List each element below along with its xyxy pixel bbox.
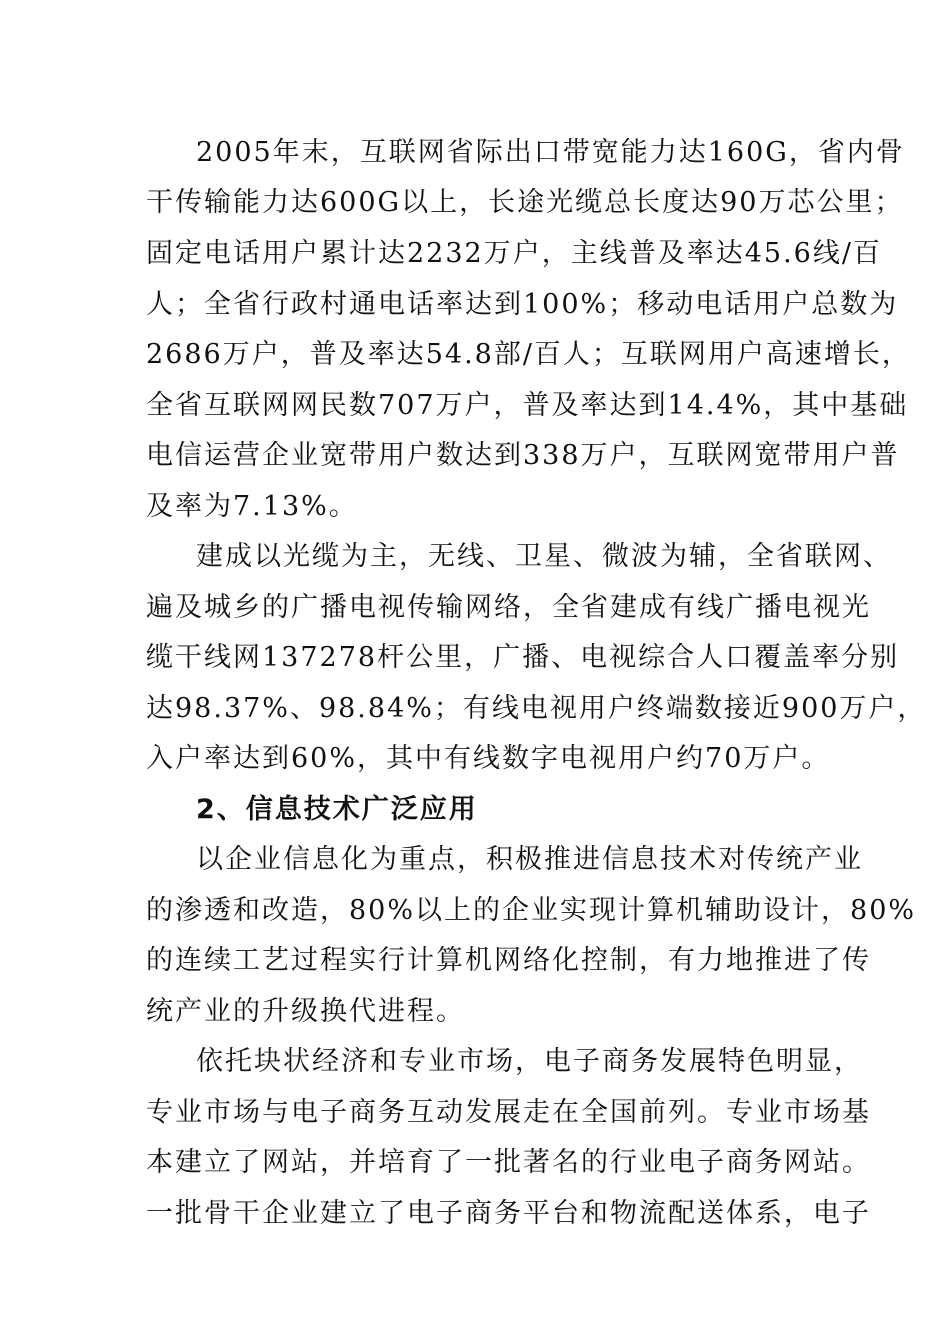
paragraph-3-line-3: 的连续工艺过程实行计算机网络化控制，有力地推进了传 bbox=[146, 945, 871, 976]
paragraph-2-line-4: 达98.37%、98.84%；有线电视用户终端数接近900万户， bbox=[146, 693, 927, 724]
paragraph-1-line-7: 电信运营企业宽带用户数达到338万户，互联网宽带用户普 bbox=[146, 440, 900, 471]
section-heading: 2、信息技术广泛应用 bbox=[196, 794, 478, 825]
paragraph-4-line-3: 本建立了网站，并培育了一批著名的行业电子商务网站。 bbox=[146, 1147, 871, 1178]
paragraph-4-line-2: 专业市场与电子商务互动发展走在全国前列。专业市场基 bbox=[146, 1097, 871, 1128]
paragraph-1-line-4: 人；全省行政村通电话率达到100%；移动电话用户总数为 bbox=[146, 289, 899, 320]
paragraph-3-line-1: 以企业信息化为重点，积极推进信息技术对传统产业 bbox=[196, 844, 863, 875]
paragraph-2-line-3: 缆干线网137278杆公里，广播、电视综合人口覆盖率分别 bbox=[146, 642, 900, 673]
paragraph-1-line-6: 全省互联网网民数707万户，普及率达到14.4%，其中基础 bbox=[146, 390, 909, 421]
paragraph-3-line-2: 的渗透和改造，80%以上的企业实现计算机辅助设计，80% bbox=[146, 895, 917, 926]
paragraph-2-line-5: 入户率达到60%，其中有线数字电视用户约70万户。 bbox=[146, 743, 831, 774]
paragraph-3-line-4: 统产业的升级换代进程。 bbox=[146, 996, 465, 1027]
paragraph-4-line-4: 一批骨干企业建立了电子商务平台和物流配送体系，电子 bbox=[146, 1198, 871, 1229]
paragraph-1-line-2: 干传输能力达600G以上，长途光缆总长度达90万芯公里； bbox=[146, 187, 904, 218]
paragraph-4-line-1: 依托块状经济和专业市场，电子商务发展特色明显， bbox=[196, 1046, 863, 1077]
paragraph-2-line-1: 建成以光缆为主，无线、卫星、微波为辅，全省联网、 bbox=[196, 541, 892, 572]
paragraph-1-line-1: 2005年末，互联网省际出口带宽能力达160G，省内骨 bbox=[196, 137, 905, 168]
paragraph-2-line-2: 遍及城乡的广播电视传输网络，全省建成有线广播电视光 bbox=[146, 592, 871, 623]
paragraph-1-line-8: 及率为7.13%。 bbox=[146, 491, 358, 522]
paragraph-1-line-3: 固定电话用户累计达2232万户，主线普及率达45.6线/百 bbox=[146, 238, 882, 269]
paragraph-1-line-5: 2686万户，普及率达54.8部/百人；互联网用户高速增长， bbox=[146, 339, 911, 370]
